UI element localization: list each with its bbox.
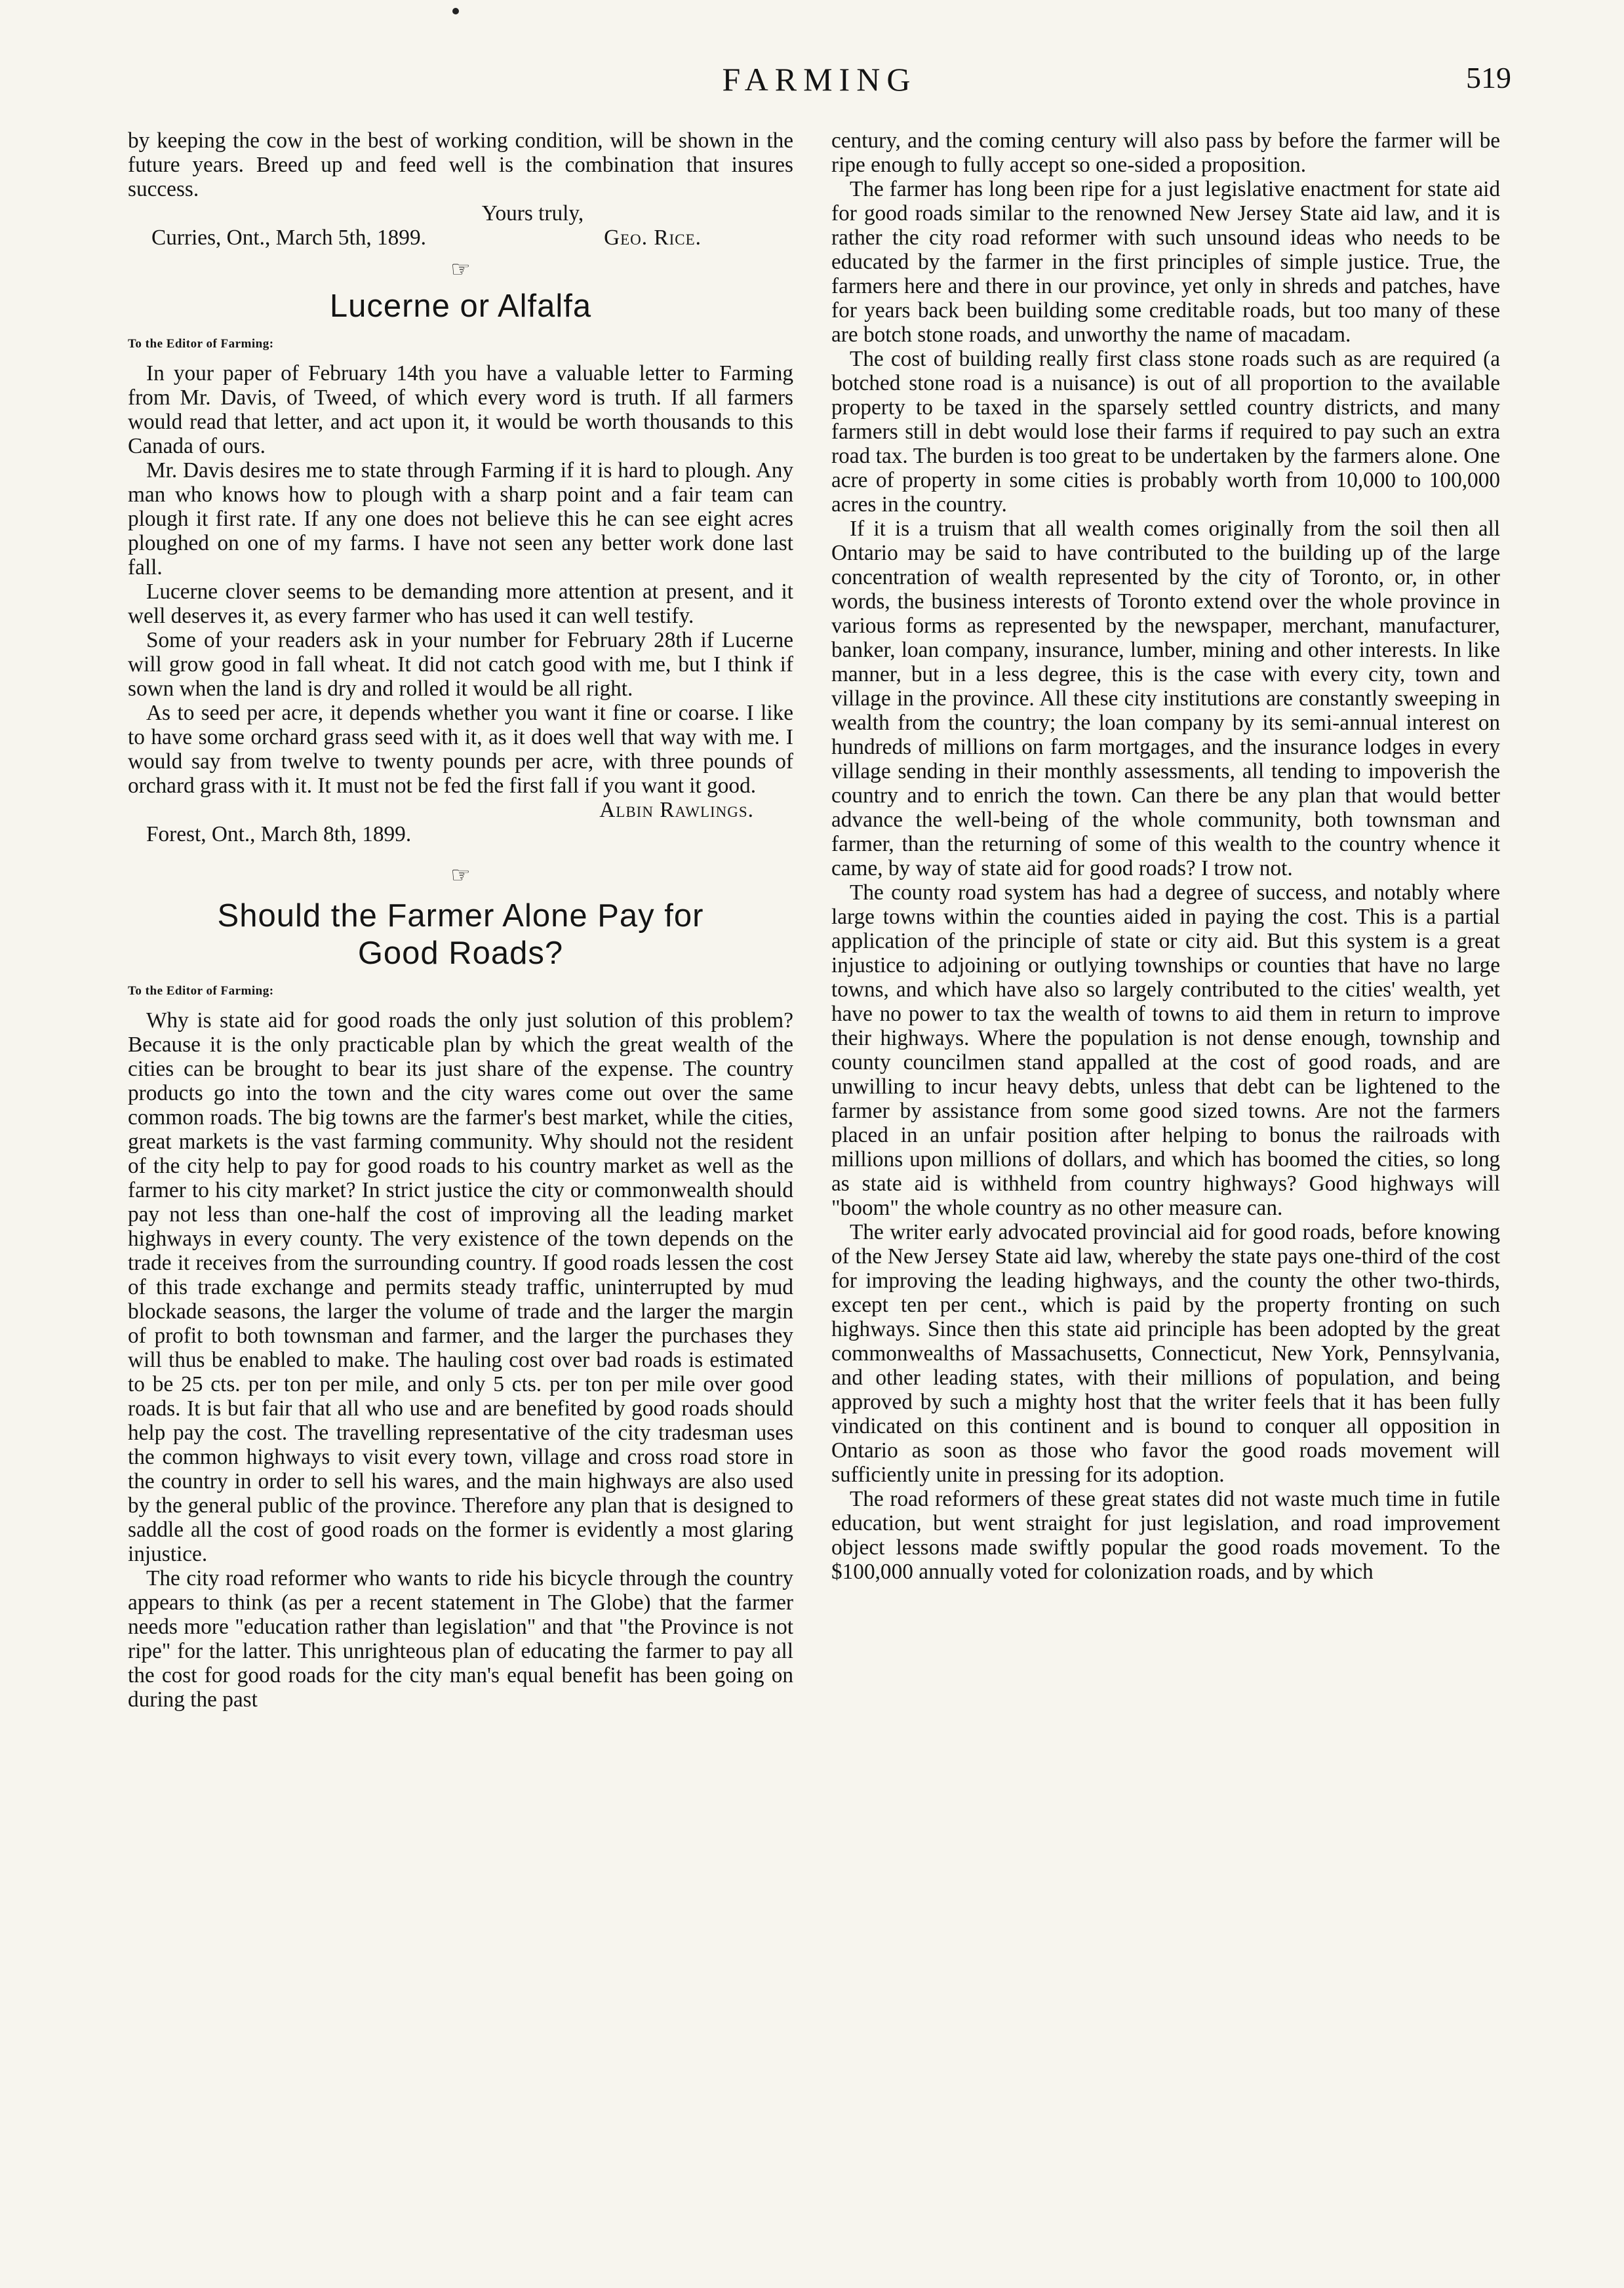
left-column <box>128 128 793 2272</box>
letter1-signer: Geo. Rice. <box>604 226 702 250</box>
letter1-closing: Yours truly, <box>481 201 584 226</box>
pointing-hand-icon: ☞ <box>450 258 471 282</box>
article1-to-editor: To the Editor of Farming: <box>128 337 274 351</box>
ink-speck <box>452 8 459 14</box>
article2-paragraph: The city road reformer who wants to ride his bicycle through the country appears to think (as per a recent statement in The Globe) that the farmer needs more "education rather than legislation" and that "the Province is not ripe" for the latter. This unrighteous plan of educating the farmer to pay all the cost for good roads for the city man's equal benefit has been going on during the past <box>128 1566 793 1712</box>
running-title: FARMING <box>722 61 917 98</box>
article1-paragraph: Lucerne clover seems to be demanding more attention at present, and it well deserves it, as every farmer who has used it can well testify. <box>128 580 793 628</box>
article2-title-line2: Good Roads? <box>357 936 564 971</box>
page-header <box>128 60 1511 106</box>
body-paragraph: The writer early advocated provincial aid for good roads, before knowing of the New Jersey State aid law, whereby the state pays one-third of the cost for improving the leading highways, and the county the other two-thirds, except ten per cent., which is paid by the property fronting on such highways. Since then this state aid principle has been adopted by the great commonwealths of Massachusetts, Connecticut, New York, Pennsylvania, and other leading states, with their millions of population, and being approved by such a mighty host that the writer feels that it has been fully vindicated on this continent and is bound to conquer all opposition in Ontario as soon as those who favor the good roads movement will sufficiently unite in pressing for its adoption. <box>831 1220 1500 1487</box>
opening-paragraph: by keeping the cow in the best of working condition, will be shown in the future years. Breed up and feed well is the combination that insures success. <box>128 128 793 201</box>
letter1-signature <box>128 201 793 250</box>
body-paragraph: century, and the coming century will also pass by before the farmer will be ripe enough to fully accept so one-sided a proposition. <box>831 128 1500 177</box>
body-paragraph: The county road system has had a degree of success, and notably where large towns within the counties aided in paying the cost. This is a partial application of the principle of state or city aid. But this system is a great injustice to adjoining or outlying townships or counties that have no large towns, and which have also so largely contributed to the cities' wealth, yet have no power to tax the wealth of towns to aid them in return to improve their highways. Where the population is not dense enough, township and county councilmen stand appalled at the cost of good roads, and are unwilling to incur heavy debts, unless that debt can be lightened to the farmer by assistance from some good sized towns. Are not the farmers placed in an unfair position after helping to bonus the railroads with millions upon millions of dollars, and which has boomed the cities, so long as state aid is withheld from country highways? Good highways will "boom" the whole country as no other measure can. <box>831 880 1500 1220</box>
article1-paragraph: Mr. Davis desires me to state through Farming if it is hard to plough. Any man who knows how to plough with a sharp point and a fair team can plough it first rate. If any one does not believe this he can see eight acres ploughed on one of my farms. I have not seen any better work done last fall. <box>128 458 793 580</box>
pointing-hand-icon: ☞ <box>450 863 471 888</box>
article1-place: Forest, Ont., March 8th, 1899. <box>146 822 412 846</box>
body-paragraph: The cost of building really first class stone roads such as are required (a botched stone road is a nuisance) is out of all proportion to the available property to be taxed in the sparsely settled country districts, and many farmers still in debt would lose their farms if required to pay such an extra road tax. The burden is too great to be undertaken by the farmers alone. One acre of property in some cities is probably worth from 10,000 to 100,000 acres in the country. <box>831 347 1500 517</box>
article2-to-editor: To the Editor of Farming: <box>128 984 274 998</box>
article1-paragraph: Some of your readers ask in your number for February 28th if Lucerne will grow good in fall wheat. It did not catch good with me, but I think if sown when the land is dry and rolled it would be all right. <box>128 628 793 701</box>
article1-title: Lucerne or Alfalfa <box>329 288 592 324</box>
article2-paragraph: Why is state aid for good roads the only just solution of this problem? Because it is the only practicable plan by which the great wealth of the cities can be brought to bear its just share of the expense. The country products go into the town and the city wares come out over the same common roads. The big towns are the farmer's best market, while the cities, great markets is the vast farming community. Why should not the resident of the city help to pay for good roads to his country market as well as the farmer to his city market? In strict justice the city or commonwealth should pay not less than one-half the cost of improving all the leading market highways in every county. The very existence of the town depends on the trade it receives from the surrounding country. If good roads lessen the cost of this trade exchange and permits steady traffic, uninterrupted by mud blockade seasons, the larger the volume of trade and the larger the margin of profit to both townsman and farmer, and the larger the purchases they will thus be enabled to make. The hauling cost over bad roads is estimated to be 25 cts. per ton per mile, and only 5 cts. per ton per mile over good roads. It is but fair that all who use and are benefited by good roads should help pay the cost. The travelling representative of the city tradesman uses the common highways to visit every town, village and cross road store in the country in order to sell his wares, and the main highways are also used by the general public of the province. Therefore any plan that is designed to saddle all the cost of good roads on the former is evidently a most glaring injustice. <box>128 1008 793 1566</box>
right-column <box>831 128 1500 2272</box>
body-paragraph: If it is a truism that all wealth comes originally from the soil then all Ontario may be said to have contributed to the building up of the large concentration of wealth represented by the city of Toronto, or, in other words, the business interests of Toronto extend over the whole province in various forms as represented by the newspaper, merchant, manufacturer, banker, loan company, insurance, lumber, mining and other interests. In like manner, but in a less degree, this is the case with every city, town and village in the province. All these city institutions are constantly sweeping in wealth from the country; the loan company by its semi-annual interest on hundreds of millions on farm mortgages, and the insurance lodges in every village sending in their monthly assessments, all tending to impoverish the country and to enrich the town. Can there be any plan that would better advance the well-being of the whole community, both townsman and farmer, than the returning of some of this wealth to the country whence it came, by way of state aid for good roads? I trow not. <box>831 517 1500 880</box>
article1-paragraph: In your paper of February 14th you have a valuable letter to Farming from Mr. Davis, of Tweed, of which every word is truth. If all farmers would read that letter, and act upon it, it would be worth thousands to this Canada of ours. <box>128 361 793 458</box>
article2-title-line1: Should the Farmer Alone Pay for <box>217 898 704 934</box>
article1-paragraph: As to seed per acre, it depends whether you want it fine or coarse. I like to have some orchard grass seed with it, as it does well that way with me. I would say from twelve to twenty pounds per acre, with three pounds of orchard grass with it. It must not be fed the first fall if you want it good. <box>128 701 793 798</box>
page-number: 519 <box>1466 61 1511 94</box>
article2-title <box>128 897 793 972</box>
body-paragraph: The farmer has long been ripe for a just legislative enactment for state aid for good roads similar to the renowned New Jersey State aid law, and it is rather the city road reformer with such unsound ideas who needs to be educated by the farmer in the first principles of simple justice. True, the farmers here and there in our province, yet only in shreds and patches, have for years back been building some creditable roads, but too many of these are botch stone roads, and unworthy the name of macadam. <box>831 177 1500 347</box>
article1-signature <box>128 798 793 846</box>
letter1-place: Curries, Ont., March 5th, 1899. <box>151 226 426 250</box>
article1-signer: Albin Rawlings. <box>599 798 754 822</box>
body-paragraph: The road reformers of these great states did not waste much time in futile education, but went straight for just legislation, and road improvement object lessons made swiftly popular the good roads movement. To the $100,000 annually voted for colonization roads, and by which <box>831 1487 1500 1584</box>
